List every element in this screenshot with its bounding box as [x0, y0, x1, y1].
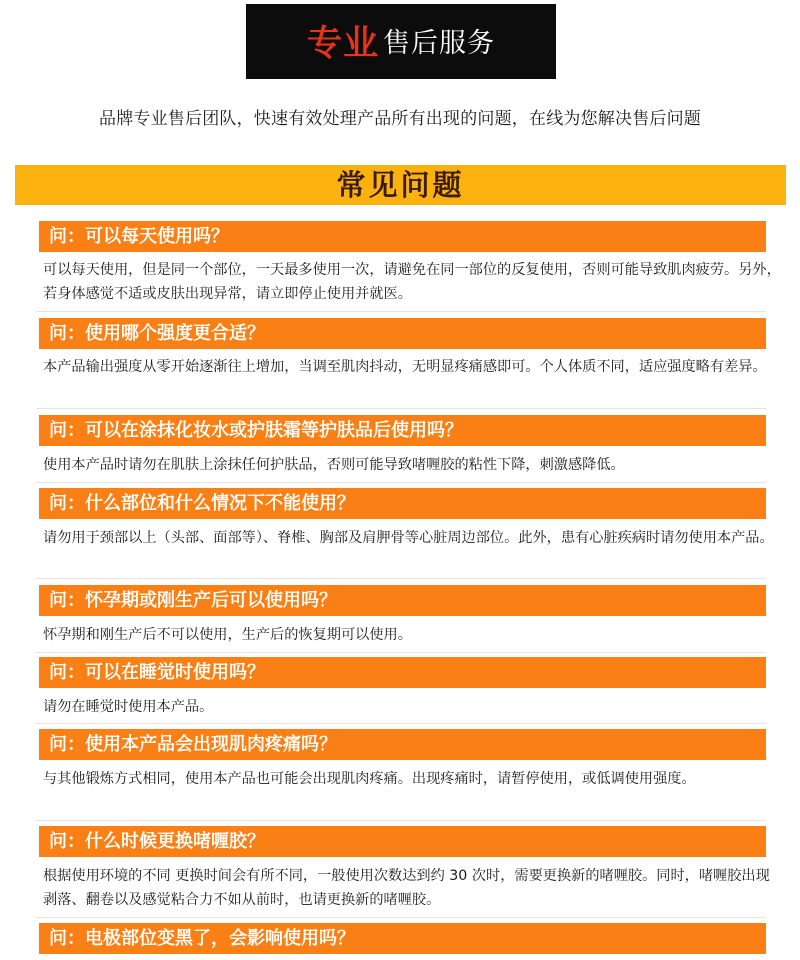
faq-question-7: 问：使用本产品会出现肌肉疼痛吗？	[39, 729, 766, 760]
faq-question-3: 问：可以在涂抹化妆水或护肤霜等护肤品后使用吗？	[39, 415, 766, 446]
faq-question-5: 问：怀孕期或刚生产后可以使用吗？	[39, 585, 766, 616]
faq-answer-2: 本产品输出强度从零开始逐渐往上增加，当调至肌肉抖动，无明显疼痛感即可。个人体质不同，适应强度略有差异。	[43, 359, 767, 375]
banner-title-highlight: 专业	[306, 23, 379, 64]
faq-divider	[36, 482, 766, 483]
faq-divider	[36, 408, 766, 409]
faq-divider	[36, 311, 766, 312]
faq-question-4: 问：什么部位和什么情况下不能使用？	[39, 488, 766, 519]
faq-section-title: 常见问题	[15, 165, 786, 205]
service-tagline: 品牌专业售后团队，快速有效处理产品所有出现的问题，在线为您解决售后问题	[99, 109, 701, 129]
faq-divider	[36, 723, 766, 724]
faq-answer-1: 可以每天使用，但是同一个部位，一天最多使用一次，请避免在同一部位的反复使用，否则可能导致肌肉疲劳。另外，若身体感觉不适或皮肤出现异常，请立即停止使用并就医。	[43, 262, 781, 302]
faq-divider	[36, 820, 766, 821]
faq-answer-8: 根据使用环境的不同 更换时间会有所不同，一般使用次数达到约 30 次时，需要更换新的啫喱胶。同时，啫喱胶出现剥落、翻卷以及感觉粘合力不如从前时，也请更换新的啫喱胶。	[43, 868, 770, 908]
faq-question-2: 问：使用哪个强度更合适？	[39, 318, 766, 349]
faq-divider	[36, 917, 766, 918]
faq-answer-7: 与其他锻炼方式相同，使用本产品也可能会出现肌肉疼痛。出现疼痛时，请暂停使用，或低调使用强度。	[43, 771, 696, 787]
faq-answer-5: 怀孕期和刚生产后不可以使用，生产后的恢复期可以使用。	[43, 627, 412, 643]
faq-answer-4: 请勿用于颈部以上（头部、面部等）、脊椎、胸部及肩胛骨等心脏周边部位。此外，患有心脏疾病时请勿使用本产品。	[43, 530, 774, 546]
faq-divider	[36, 578, 766, 579]
faq-question-8: 问：什么时候更换啫喱胶？	[39, 826, 766, 857]
faq-answer-6: 请勿在睡觉时使用本产品。	[43, 699, 214, 715]
faq-question-1: 问：可以每天使用吗？	[39, 221, 766, 252]
service-banner	[246, 4, 556, 79]
faq-question-6: 问：可以在睡觉时使用吗？	[39, 657, 766, 688]
faq-answer-3: 使用本产品时请勿在肌肤上涂抹任何护肤品，否则可能导致啫喱胶的粘性下降，刺激感降低。	[43, 457, 625, 473]
faq-question-9: 问：电极部位变黑了，会影响使用吗？	[39, 923, 766, 954]
banner-title: 售后服务	[383, 28, 495, 59]
faq-divider	[36, 652, 766, 653]
